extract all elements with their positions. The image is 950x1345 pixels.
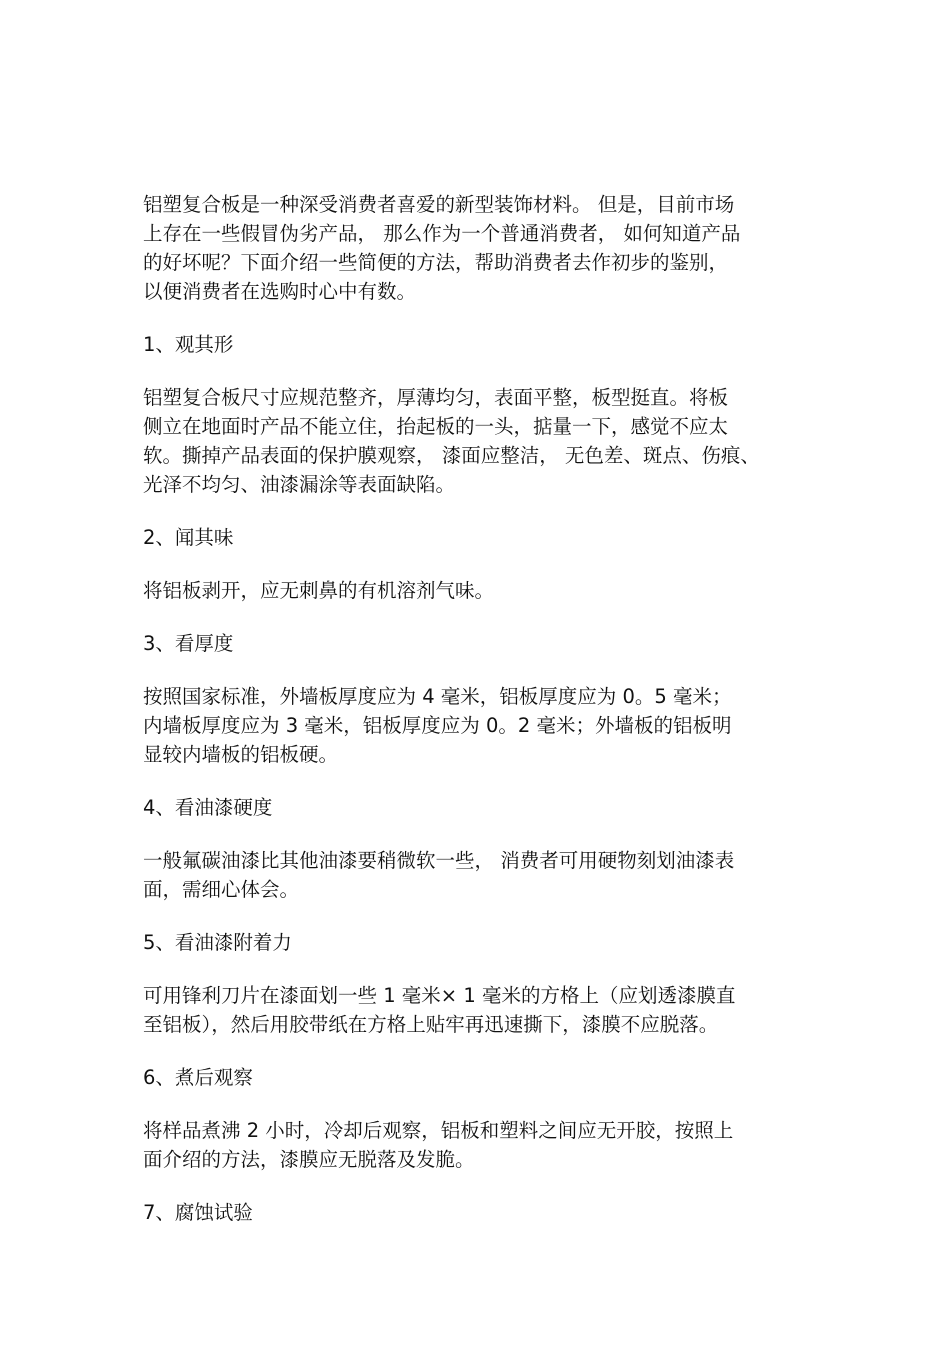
text-line: 侧立在地面时产品不能立住，抬起板的一头，掂量一下，感觉不应太	[143, 415, 729, 438]
section-heading-1: 1、观其形	[143, 333, 234, 356]
section-paragraph-4	[143, 846, 813, 904]
section-heading-2: 2、闻其味	[143, 526, 234, 549]
text-line: 将铝板剥开，应无刺鼻的有机溶剂气味。	[143, 579, 495, 602]
text-line: 按照国家标准，外墙板厚度应为 4 毫米，铝板厚度应为 0。5 毫米；	[143, 685, 732, 708]
text-line: 一般氟碳油漆比其他油漆要稍微软一些， 消费者可用硬物刻划油漆表	[143, 849, 735, 872]
section-heading-7: 7、腐蚀试验	[143, 1201, 253, 1224]
section-heading-4: 4、看油漆硬度	[143, 796, 273, 819]
intro-paragraph	[143, 190, 813, 306]
section-paragraph-3	[143, 682, 813, 769]
section-paragraph-6	[143, 1116, 813, 1174]
text-line: 铝塑复合板是一种深受消费者喜爱的新型装饰材料。 但是，目前市场	[143, 193, 735, 216]
section-paragraph-1	[143, 383, 813, 499]
section-paragraph-5	[143, 981, 813, 1039]
section-heading-5: 5、看油漆附着力	[143, 931, 292, 954]
section-heading-6: 6、煮后观察	[143, 1066, 253, 1089]
text-line: 面介绍的方法，漆膜应无脱落及发脆。	[143, 1148, 475, 1171]
section-heading-3: 3、看厚度	[143, 632, 234, 655]
text-line: 可用锋利刀片在漆面划一些 1 毫米× 1 毫米的方格上（应划透漆膜直	[143, 984, 736, 1007]
text-line: 面，需细心体会。	[143, 878, 300, 901]
text-line: 以便消费者在选购时心中有数。	[143, 280, 417, 303]
text-line: 将样品煮沸 2 小时，冷却后观察，铝板和塑料之间应无开胶，按照上	[143, 1119, 734, 1142]
text-line: 光泽不均匀、油漆漏涂等表面缺陷。	[143, 473, 456, 496]
section-paragraph-2	[143, 576, 813, 605]
document-body	[143, 190, 813, 1227]
text-line: 至铝板），然后用胶带纸在方格上贴牢再迅速撕下，漆膜不应脱落。	[143, 1013, 719, 1036]
text-line: 内墙板厚度应为 3 毫米，铝板厚度应为 0。2 毫米；外墙板的铝板明	[143, 714, 732, 737]
text-line: 铝塑复合板尺寸应规范整齐，厚薄均匀，表面平整，板型挺直。将板	[143, 386, 729, 409]
text-line: 的好坏呢？下面介绍一些简便的方法，帮助消费者去作初步的鉴别，	[143, 251, 729, 274]
text-line: 显较内墙板的铝板硬。	[143, 743, 339, 766]
text-line: 上存在一些假冒伪劣产品， 那么作为一个普通消费者， 如何知道产品	[143, 222, 741, 245]
text-line: 软。撕掉产品表面的保护膜观察， 漆面应整洁， 无色差、斑点、伤痕、	[143, 444, 760, 467]
